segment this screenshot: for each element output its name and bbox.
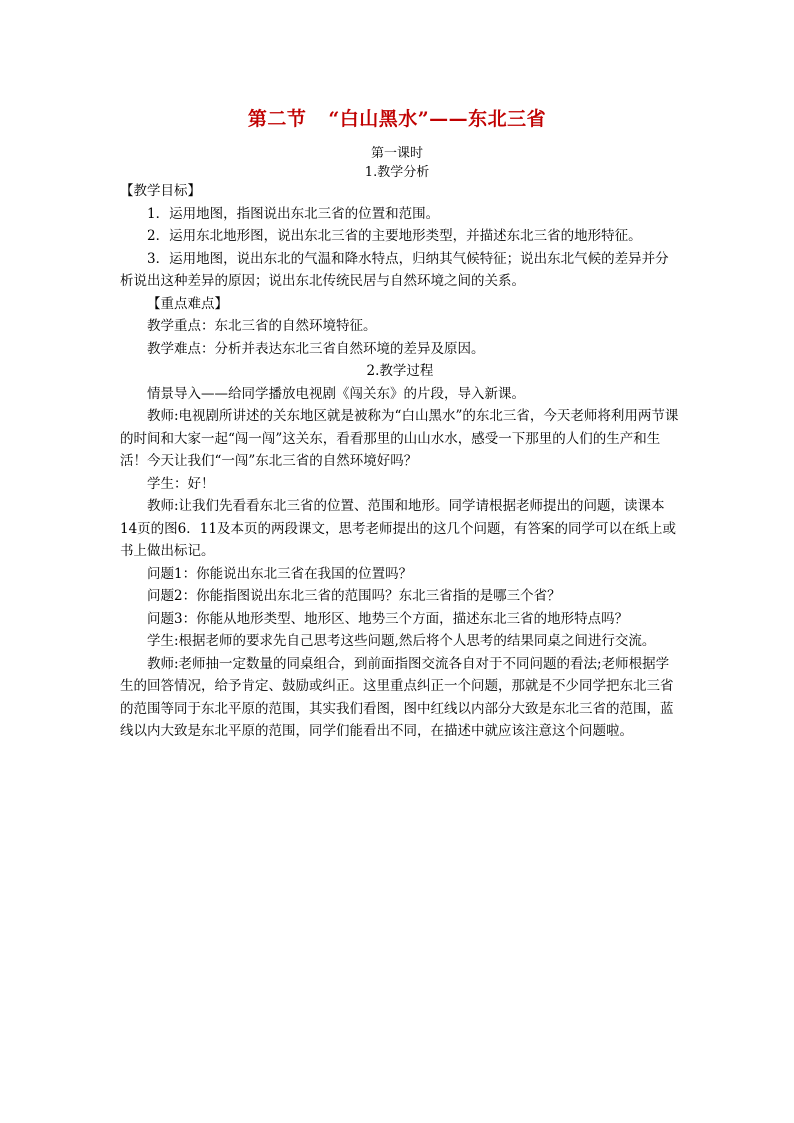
- process-paragraph: 问题2：你能指图说出东北三省的范围吗？东北三省指的是哪三个省？: [147, 588, 561, 604]
- key-difficulty: 教学难点：分析并表达东北三省自然环境的差异及原因。: [147, 340, 485, 357]
- process-paragraph: 学生：好！: [147, 475, 215, 492]
- lesson-label: 第一课时: [370, 146, 423, 161]
- process-paragraph: 问题3：你能从地形类型、地形区、地势三个方面，描述东北三省的地形特点吗？: [147, 610, 629, 627]
- process-paragraph: 学生:根据老师的要求先自己思考这些问题,然后将个人思考的结果同桌之间进行交流。: [147, 633, 656, 649]
- objective-item: 2．运用东北地形图，说出东北三省的主要地形类型，并描述东北三省的地形特征。: [147, 228, 642, 244]
- process-paragraph: 情景导入——给同学播放电视剧《闯关东》的片段，导入新课。: [147, 385, 525, 402]
- key-focus: 教学重点：东北三省的自然环境特征。: [147, 318, 377, 334]
- key-points-heading: 【重点难点】: [147, 295, 228, 312]
- process-paragraph: 教师:电视剧所讲述的关东地区就是被称为“白山黑水”的东北三省，今天老师将利用两节课的时间和大家一起“闯一闯”这关东，看看那里的山山水水，感受一下那里的人们的生产和生活！今天让我们“一闯”东北三省的自然环境好吗？: [120, 408, 679, 469]
- objective-item: 1．运用地图，指图说出东北三省的位置和范围。: [147, 205, 440, 222]
- document-body: [120, 180, 680, 743]
- page-title: [0, 104, 794, 131]
- section-topic: “白山黑水”——东北三省: [328, 108, 547, 130]
- process-paragraph: 教师:让我们先看看东北三省的位置、范围和地形。同学请根据老师提出的问题，读课本14页的图6．11及本页的两段课文，思考老师提出的这几个问题，有答案的同学可以在纸上或书上做出标记。: [120, 498, 676, 559]
- part2-heading: 2.教学过程: [366, 363, 434, 379]
- part1-heading: 1.教学分析: [364, 165, 430, 180]
- section-number: 第二节: [247, 108, 307, 130]
- process-paragraph: 教师:老师抽一定数量的同桌组合，到前面指图交流各自对于不同问题的看法;老师根据学生的回答情况，给予肯定、鼓励或纠正。这里重点纠正一个问题，那就是不少同学把东北三省的范围等同于东北平原的范围，其实我们看图，图中红线以内部分大致是东北三省的范围，蓝线以内大致是东北平原的范围，同学们能看出不同，在描述中就应该注意这个问题啦。: [120, 655, 674, 739]
- objectives-heading: 【教学目标】: [120, 183, 201, 199]
- process-paragraph: 问题1：你能说出东北三省在我国的位置吗？: [147, 565, 413, 582]
- objective-item: 3．运用地图，说出东北的气温和降水特点，归纳其气候特征；说出东北气候的差异并分析说出这种差异的原因；说出东北传统民居与自然环境之间的关系。: [120, 250, 669, 289]
